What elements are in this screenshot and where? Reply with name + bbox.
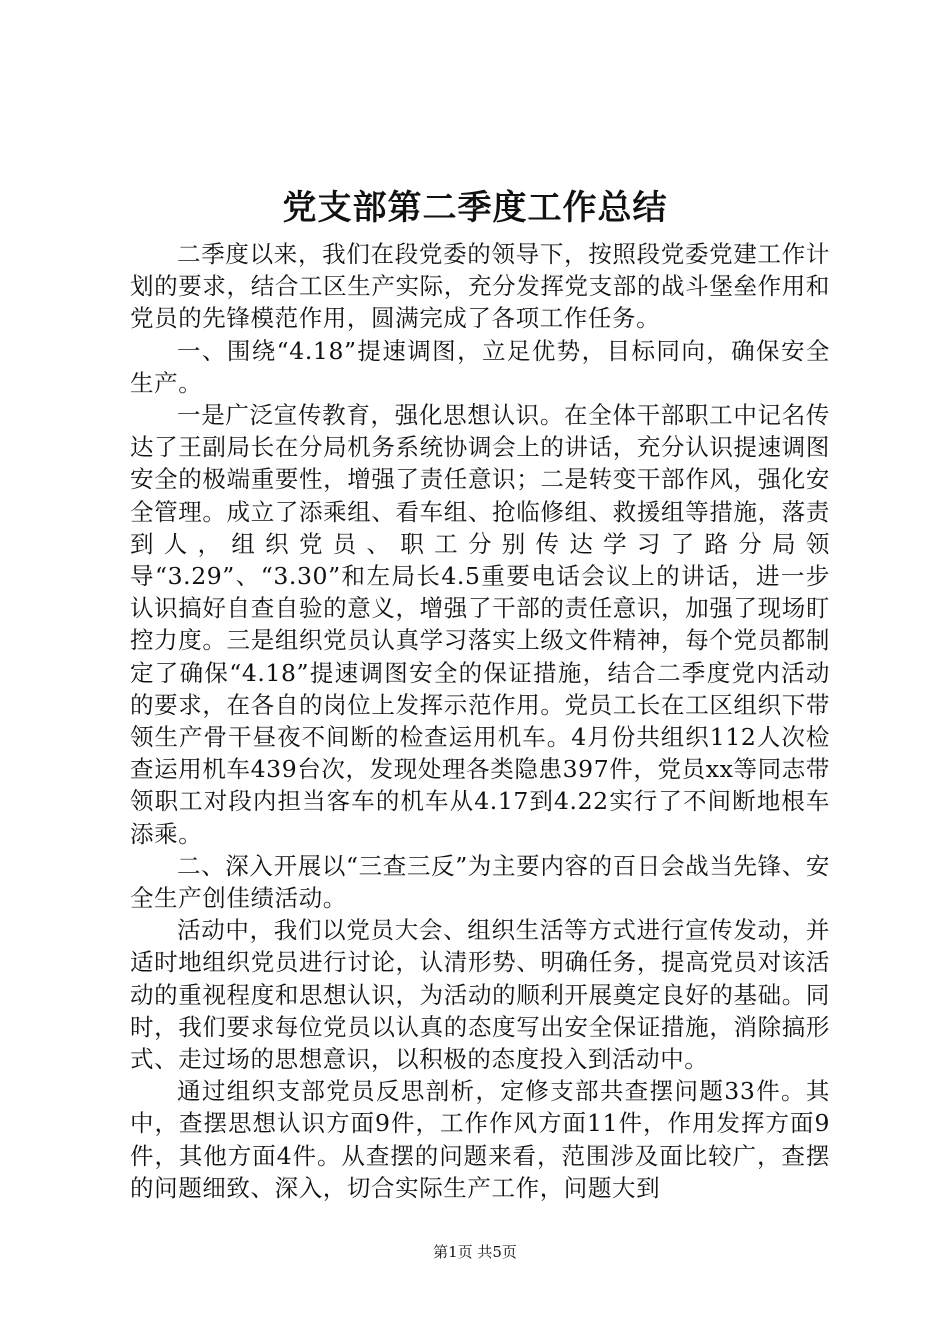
paragraph-problems-found: 通过组织支部党员反思剖析，定修支部共查摆问题33件。其中，查摆思想认识方面9件，工作作风方面11件，作用发挥方面9件，其他方面4件。从查摆的问题来看，范围涉及面比较广，查摆的问题细致、深入，切合实际生产工作，问题大到: [130, 1077, 830, 1202]
page-footer: 第1页 共5页: [433, 1243, 517, 1261]
document-body: [130, 238, 830, 1204]
section-heading-2: 二、深入开展以“三查三反”为主要内容的百日会战当先锋、安全生产创佳绩活动。: [130, 851, 830, 913]
paragraph-section-2: 活动中，我们以党员大会、组织生活等方式进行宣传发动，并适时地组织党员进行讨论，认清形势、明确任务，提高党员对该活动的重视程度和思想认识，为活动的顺利开展奠定良好的基础。同时，我们要求每位党员以认真的态度写出安全保证措施，消除搞形式、走过场的思想意识，以积极的态度投入到活动中。: [130, 916, 830, 1074]
paragraph-section-1: 一是广泛宣传教育，强化思想认识。在全体干部职工中记名传达了王副局长在分局机务系统协调会上的讲话，充分认识提速调图安全的极端重要性，增强了责任意识；二是转变干部作风，强化安全管理。成立了添乘组、看车组、抢临修组、救援组等措施，落责到人，组织党员、职工分别传达学习了路分局领导“3.29”、“3.30”和左局长4.5重要电话会议上的讲话，进一步认识搞好自查自验的意义，增强了干部的责任意识，加强了现场盯控力度。三是组织党员认真学习落实上级文件精神，每个党员都制定了确保“4.18”提速调图安全的保证措施，结合二季度党内活动的要求，在各自的岗位上发挥示范作用。党员工长在工区组织下带领生产骨干昼夜不间断的检查运用机车。4月份共组织112人次检查运用机车439台次，发现处理各类隐患397件，党员xx等同志带领职工对段内担当客车的机车从4.17到4.22实行了不间断地根车添乘。: [130, 401, 830, 848]
document-title: 党支部第二季度工作总结: [282, 188, 668, 228]
paragraph-intro: 二季度以来，我们在段党委的领导下，按照段党委党建工作计划的要求，结合工区生产实际，充分发挥党支部的战斗堡垒作用和党员的先锋模范作用，圆满完成了各项工作任务。: [130, 240, 830, 333]
section-heading-1: 一、围绕“4.18”提速调图，立足优势，目标同向，确保安全生产。: [130, 336, 830, 397]
